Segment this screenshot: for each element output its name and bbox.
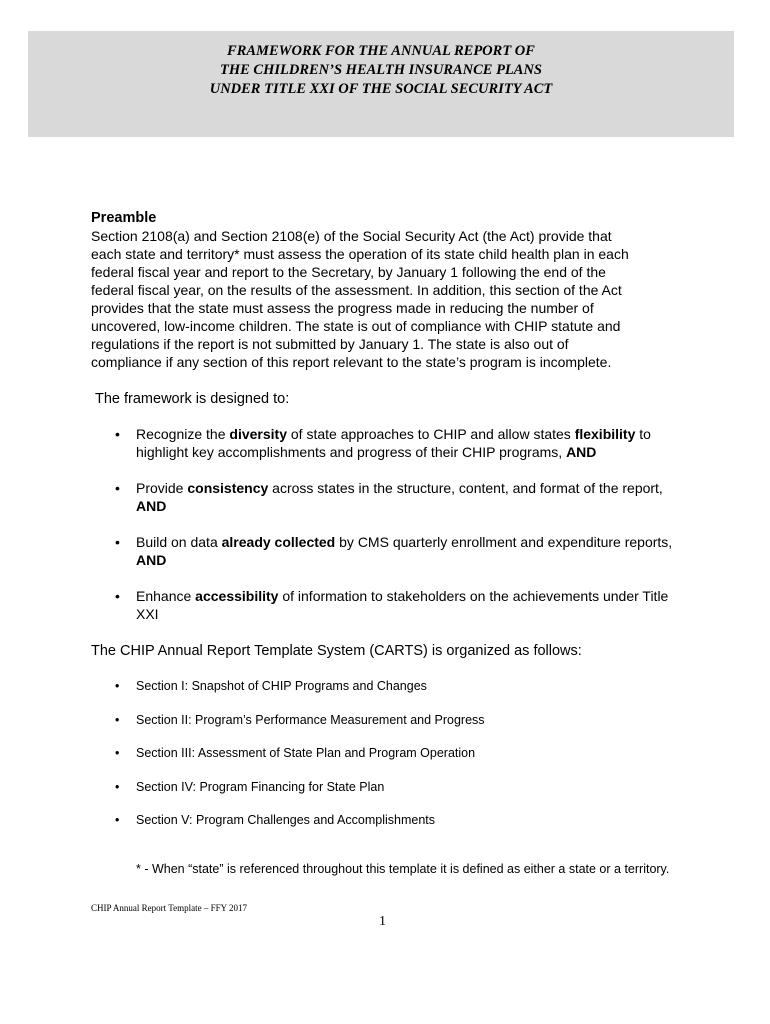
list-item: • Provide consistency across states in the structure, content, and format of the report, AND	[110, 479, 690, 515]
list-item: • Section II: Program’s Performance Measurement and Progress	[110, 711, 690, 729]
preamble-line: Section 2108(a) and Section 2108(e) of the Social Security Act (the Act) provide that	[91, 228, 612, 244]
preamble-line: regulations if the report is not submitted by January 1. The state is also out of	[91, 336, 569, 352]
preamble-line: each state and territory* must assess the operation of its state child health plan in each	[91, 246, 629, 262]
preamble-heading: Preamble	[91, 210, 157, 226]
carts-intro: The CHIP Annual Report Template System (CARTS) is organized as follows:	[91, 643, 582, 659]
title-line-1: FRAMEWORK FOR THE ANNUAL REPORT OF	[227, 43, 535, 59]
preamble-line: provides that the state must assess the progress made in reducing the number of	[91, 300, 594, 316]
list-item: • Section IV: Program Financing for State Plan	[110, 778, 690, 796]
list-item: • Build on data already collected by CMS quarterly enrollment and expenditure reports, AND	[110, 533, 690, 569]
preamble-paragraph	[91, 227, 691, 371]
page-number: 1	[379, 914, 386, 929]
list-item: • Recognize the diversity of state approaches to CHIP and allow states flexibility to highlight key accomplishments and progress of their CHIP programs, AND	[110, 425, 690, 461]
preamble-section	[91, 209, 691, 371]
footer-text: CHIP Annual Report Template – FFY 2017	[91, 903, 248, 913]
list-item: • Section III: Assessment of State Plan and Program Operation	[110, 744, 690, 762]
list-item: • Enhance accessibility of information to stakeholders on the achievements under Title XXI	[110, 587, 690, 623]
state-definition-footnote: * - When “state” is referenced throughout this template it is defined as either a state or a territory.	[136, 862, 670, 876]
preamble-line: compliance if any section of this report relevant to the state’s program is incomplete.	[91, 354, 612, 370]
list-item: • Section V: Program Challenges and Accomplishments	[110, 811, 690, 829]
title-banner	[28, 31, 734, 137]
framework-intro: The framework is designed to:	[95, 391, 290, 407]
title-line-3: UNDER TITLE XXI OF THE SOCIAL SECURITY ACT	[209, 81, 553, 97]
carts-section-list	[110, 677, 690, 845]
title-line-2: THE CHILDREN’S HEALTH INSURANCE PLANS	[219, 62, 543, 78]
preamble-line: federal fiscal year and report to the Secretary, by January 1 following the end of the	[91, 264, 606, 280]
preamble-line: federal fiscal year, on the results of the assessment. In addition, this section of the Act	[91, 282, 622, 298]
list-item: • Section I: Snapshot of CHIP Programs and Changes	[110, 677, 690, 695]
framework-bullet-list	[110, 425, 690, 641]
preamble-line: uncovered, low-income children. The state is out of compliance with CHIP statute and	[91, 318, 621, 334]
